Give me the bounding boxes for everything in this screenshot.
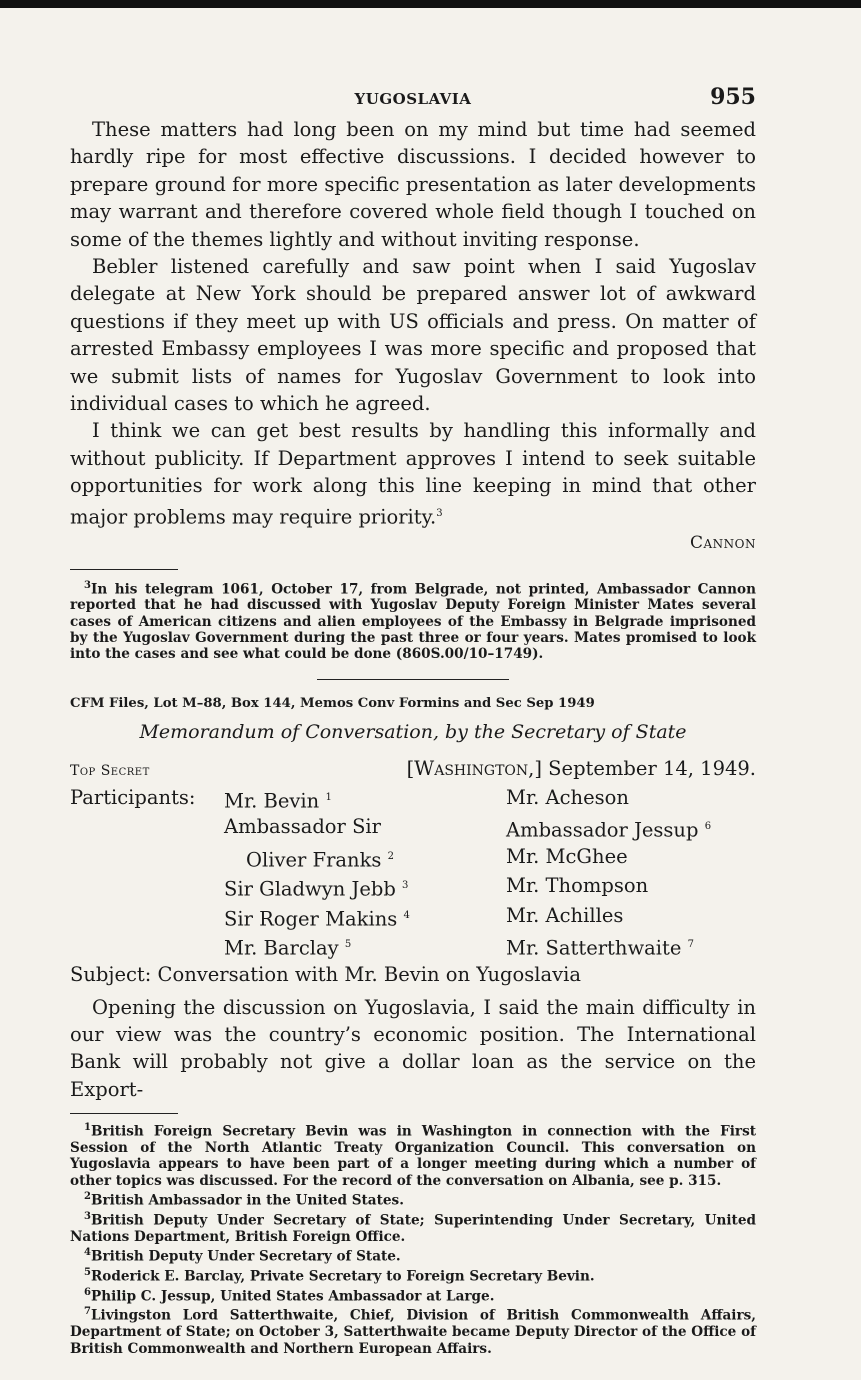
scan-top-edge [0,0,861,8]
footnote-text: British Deputy Under Secretary of State; Superintending Under Secretary, United Nations Department, British Foreign Office. [70,1212,756,1245]
participant-name: Mr. Thompson [506,874,649,898]
footnote-text: Livingston Lord Satterthwaite, Chief, Division of British Commonwealth Affairs, Department of State; on October 3, Satterthwaite became Deputy Director of the Office of British Commonwealth and Northern European Affairs. [70,1307,756,1357]
participant-cell [506,903,711,933]
participant-cell [224,844,506,874]
participants-label-spacer [70,873,224,903]
page-number: 955 [710,84,756,110]
subject-line [70,962,756,988]
participant-cell [224,785,506,815]
paragraph-text: I think we can get best results by handling this informally and without publicity. If Department approves I intend to seek suitable opportunities for work along this line keeping in mind that other major problems may require priority. [70,419,756,529]
participants-label-spacer [70,903,224,933]
footnote [70,578,756,663]
participants-row [70,785,711,815]
participant-cell [506,785,711,815]
date: September 14, 1949. [548,756,756,780]
participant-name: Ambassador Sir [224,815,381,839]
participants-label-spacer [70,932,224,962]
participant-name: Mr. Satterthwaite [506,936,682,960]
footnote-text: British Deputy Under Secretary of State. [90,1248,401,1265]
participant-cell [224,932,506,962]
footnote-text: Roderick E. Barclay, Private Secretary to Foreign Secretary Bevin. [90,1268,595,1285]
participants-row [70,814,711,844]
footnote-mark: 1 [84,1122,91,1134]
footnote-mark: 5 [84,1266,91,1278]
participants-label-spacer [70,844,224,874]
footnote-ref: 1 [325,791,332,803]
footnote-ref: 5 [344,939,352,951]
participant-name: Mr. Achilles [506,903,624,927]
participant-cell [224,873,506,903]
footnote-ref: 7 [687,939,694,951]
signature: Cannon [689,532,756,553]
place-date [407,757,756,780]
participant-cell [506,873,711,903]
paragraph: Opening the discussion on Yugoslavia, I said the main difficulty in our view was the country’s economic position. The International Bank will probably not give a dollar loan as the service on the Export- [70,995,756,1101]
document-page [70,80,756,1357]
footnote [70,1189,756,1209]
participant-name: Sir Gladwyn Jebb [224,877,396,901]
section-divider [317,679,509,680]
participant-cell [506,814,711,844]
subject-text: Conversation with Mr. Bevin on Yugoslavia [157,962,581,986]
participants-row [70,844,711,874]
participant-name: Ambassador Jessup [506,818,699,842]
footnote-ref: 2 [387,850,394,862]
document-title: Memorandum of Conversation, by the Secretary of State [139,720,687,743]
place: [Washington,] [406,756,542,780]
footnote-ref: 6 [704,821,712,833]
footnote-mark: 2 [84,1190,91,1202]
footnote-text: British Ambassador in the United States. [90,1192,404,1209]
participant-name: Mr. Barclay [224,936,339,960]
footnote-ref: 3 [402,880,409,892]
paragraph: Bebler listened carefully and saw point when I said Yugoslav delegate at New York should be prepared answer lot of awkward questions if they meet up with US officials and press. On matter of arrested Embassy employees I was more specific and proposed that we submit lists of names for Yugoslav Government to look into individual cases to which he agreed. [70,255,756,416]
footnote [70,1304,756,1356]
running-header [70,80,756,116]
participant-name: Sir Roger Makins [224,907,398,931]
participant-cell [224,814,506,844]
paragraph [70,417,756,530]
participants-row [70,932,711,962]
telegram-body [70,116,756,531]
footnote-text: British Foreign Secretary Bevin was in Washington in connection with the First Session of the North Atlantic Treaty Organization Council. This conversation on Yugoslavia appears to have been part of a longer meeting during which a number of other topics was discussed. For the record of the conversation on Albania, see p. 315. [70,1123,756,1189]
memorandum-body [70,994,756,1104]
participant-name: Mr. Acheson [506,785,629,809]
paragraph: These matters had long been on my mind but time had seemed hardly ripe for most effective discussions. I decided however to prepare ground for more specific presentation as later developments may warrant and therefore covered whole field though I touched on some of the themes lightly and without inviting response. [70,118,756,251]
footnote [70,1245,756,1265]
subject-label: Subject: [70,962,152,986]
participants-row [70,903,711,933]
classification-line [70,757,756,785]
participant-cell [224,903,506,933]
footnotes [70,1120,756,1357]
participants-label-spacer [70,814,224,844]
footnote-mark: 6 [84,1286,91,1298]
footnote-rule [70,569,178,570]
source-citation: CFM Files, Lot M–88, Box 144, Memos Conv Formins and Sec Sep 1949 [70,695,595,711]
participants-row [70,873,711,903]
participant-name: Mr. McGhee [506,844,628,868]
footnote-rule [70,1113,178,1114]
footnote-mark: 4 [84,1246,91,1258]
participants-label: Participants: [70,785,196,809]
footnote [70,1209,756,1245]
participant-cell [506,844,711,874]
participants-table [70,785,711,962]
classification: Top Secret [70,762,150,779]
running-title: YUGOSLAVIA [354,90,472,108]
footnote-ref: 3 [436,507,443,519]
footnote [70,1285,756,1305]
footnote-text: In his telegram 1061, October 17, from Belgrade, not printed, Ambassador Cannon reported that he had discussed with Yugoslav Deputy Foreign Minister Mates several cases of American citizens and alien employees of the Embassy in Belgrade imprisoned by the Yugoslav Government during the past three or four years. Mates promised to look into the cases and see what could be done (860S.00/10–1749). [70,581,756,663]
participant-name: Mr. Bevin [224,789,320,813]
footnote [70,1120,756,1189]
footnote-mark: 7 [84,1306,91,1318]
participant-name: Oliver Franks [246,848,382,872]
participant-cell [506,932,711,962]
footnote-ref: 4 [403,909,410,921]
footnote-mark: 3 [84,579,91,591]
footnote-mark: 3 [84,1210,91,1222]
footnote-text: Philip C. Jessup, United States Ambassador at Large. [90,1288,495,1305]
footnote [70,1265,756,1285]
